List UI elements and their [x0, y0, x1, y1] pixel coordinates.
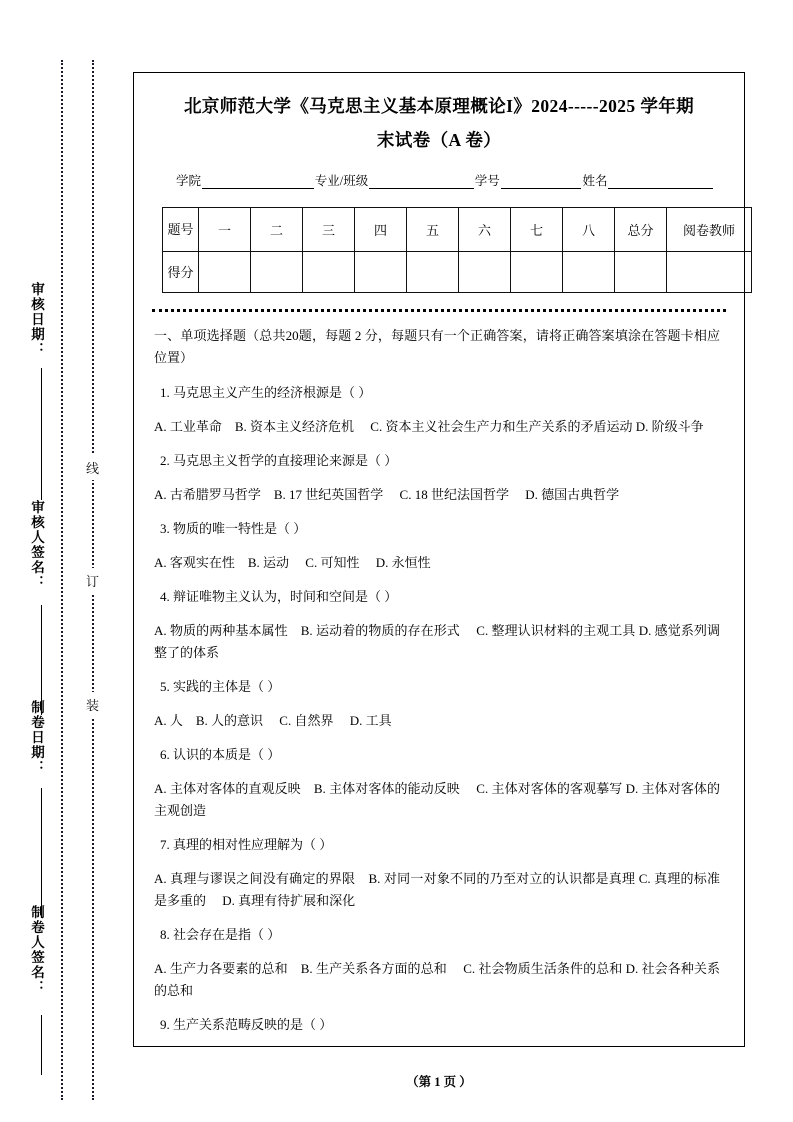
score-table-value-row — [163, 252, 752, 293]
exam-body — [152, 325, 726, 1036]
major-class-label: 专业/班级 — [314, 174, 369, 188]
score-cell-3[interactable] — [303, 252, 355, 293]
question-options-7: A. 真理与谬误之间没有确定的界限 B. 对同一对象不同的乃至对立的认识都是真理 C. 真理的标准是多重的 D. 真理有待扩展和深化 — [154, 871, 720, 908]
reviewer-signature-rule — [41, 605, 42, 715]
question-options-4: A. 物质的两种基本属性 B. 运动着的物质的存在形式 C. 整理认识材料的主观工具 D. 感觉系列调整了的体系 — [154, 623, 720, 660]
row-label-score — [163, 252, 199, 293]
review-date-label: 审核日期： — [29, 282, 44, 357]
fold-dash-line-outer — [61, 60, 63, 1100]
score-col-header-8: 八 — [563, 208, 615, 252]
score-col-header-3: 三 — [303, 208, 355, 252]
score-table-header-row — [163, 208, 752, 252]
question-options-5: A. 人 B. 人的意识 C. 自然界 D. 工具 — [154, 713, 392, 728]
student-id-label: 学号 — [474, 174, 500, 188]
section-heading: 一、单项选择题（总共20题，每题 2 分，每题只有一个正确答案，请将正确答案填涂在答题卡相应位置） — [154, 328, 720, 365]
question-stem-4: 4. 辩证唯物主义认为，时间和空间是（ ） — [160, 589, 398, 604]
score-table — [162, 207, 752, 293]
question-options-1: A. 工业革命 B. 资本主义经济危机 C. 资本主义社会生产力和生产关系的矛盾运动 D. 阶级斗争 — [154, 419, 704, 434]
score-col-header-6: 六 — [459, 208, 511, 252]
paper-date-label: 制卷日期： — [29, 700, 44, 775]
score-col-header-total: 总分 — [615, 208, 667, 252]
student-identity-row — [152, 171, 726, 189]
major-class-input[interactable] — [369, 175, 474, 189]
student-name-label: 姓名 — [582, 174, 608, 188]
question-stem-3: 3. 物质的唯一特性是（ ） — [160, 521, 307, 536]
question-options-2: A. 古希腊罗马哲学 B. 17 世纪英国哲学 C. 18 世纪法国哲学 D. 德国古典哲学 — [154, 487, 620, 502]
question-options-3: A. 客观实在性 B. 运动 C. 可知性 D. 永恒性 — [154, 555, 431, 570]
review-date-rule — [41, 368, 42, 500]
fold-mark-ding: 订 — [84, 568, 101, 593]
score-col-header-7: 七 — [511, 208, 563, 252]
page-title-line2: 末试卷（A 卷） — [376, 130, 502, 150]
question-stem-1: 1. 马克思主义产生的经济根源是（ ） — [160, 385, 372, 400]
score-cell-8[interactable] — [563, 252, 615, 293]
row-label-score-text: 得分 — [167, 264, 194, 280]
student-name-input[interactable] — [608, 175, 713, 189]
score-col-header-1: 一 — [199, 208, 251, 252]
score-col-header-grader: 阅卷教师 — [667, 208, 752, 252]
question-stem-6: 6. 认识的本质是（ ） — [160, 747, 281, 762]
page-title — [152, 89, 726, 157]
question-options-6: A. 主体对客体的直观反映 B. 主体对客体的能动反映 C. 主体对客体的客观摹写 D. 主体对客体的主观创造 — [154, 781, 720, 818]
score-col-header-4: 四 — [355, 208, 407, 252]
score-col-header-5: 五 — [407, 208, 459, 252]
score-cell-6[interactable] — [459, 252, 511, 293]
question-stem-2: 2. 马克思主义哲学的直接理论来源是（ ） — [160, 453, 398, 468]
question-stem-8: 8. 社会存在是指（ ） — [160, 927, 281, 942]
exam-sheet-frame — [133, 72, 745, 1047]
paper-maker-signature-label: 制卷人签名： — [29, 905, 44, 995]
college-input[interactable] — [202, 175, 314, 189]
score-table-wrapper — [162, 207, 735, 293]
score-cell-2[interactable] — [251, 252, 303, 293]
score-cell-grader[interactable] — [667, 252, 752, 293]
page-footer: （第 1 页 ） — [406, 1075, 472, 1089]
score-cell-total[interactable] — [615, 252, 667, 293]
row-label-question-number — [163, 208, 199, 252]
fold-mark-xian: 线 — [84, 455, 101, 480]
fold-mark-zhuang: 装 — [84, 692, 101, 717]
reviewer-signature-label: 审核人签名： — [29, 500, 44, 590]
paper-date-rule — [41, 788, 42, 918]
section-divider — [152, 309, 726, 312]
score-cell-4[interactable] — [355, 252, 407, 293]
row-label-question-number-text: 题号 — [167, 222, 194, 237]
page-title-line1: 北京师范大学《马克思主义基本原理概论I》2024-----2025 学年期 — [183, 96, 695, 116]
score-cell-7[interactable] — [511, 252, 563, 293]
student-id-input[interactable] — [501, 175, 582, 189]
college-label: 学院 — [176, 174, 202, 188]
score-cell-5[interactable] — [407, 252, 459, 293]
question-stem-9: 9. 生产关系范畴反映的是（ ） — [160, 1017, 333, 1032]
score-cell-1[interactable] — [199, 252, 251, 293]
left-margin-annotations — [0, 0, 56, 1122]
paper-maker-signature-rule — [41, 1015, 42, 1075]
question-stem-5: 5. 实践的主体是（ ） — [160, 679, 281, 694]
score-col-header-2: 二 — [251, 208, 303, 252]
question-options-8: A. 生产力各要素的总和 B. 生产关系各方面的总和 C. 社会物质生活条件的总和 D. 社会各种关系的总和 — [154, 961, 720, 998]
question-stem-7: 7. 真理的相对性应理解为（ ） — [160, 837, 333, 852]
